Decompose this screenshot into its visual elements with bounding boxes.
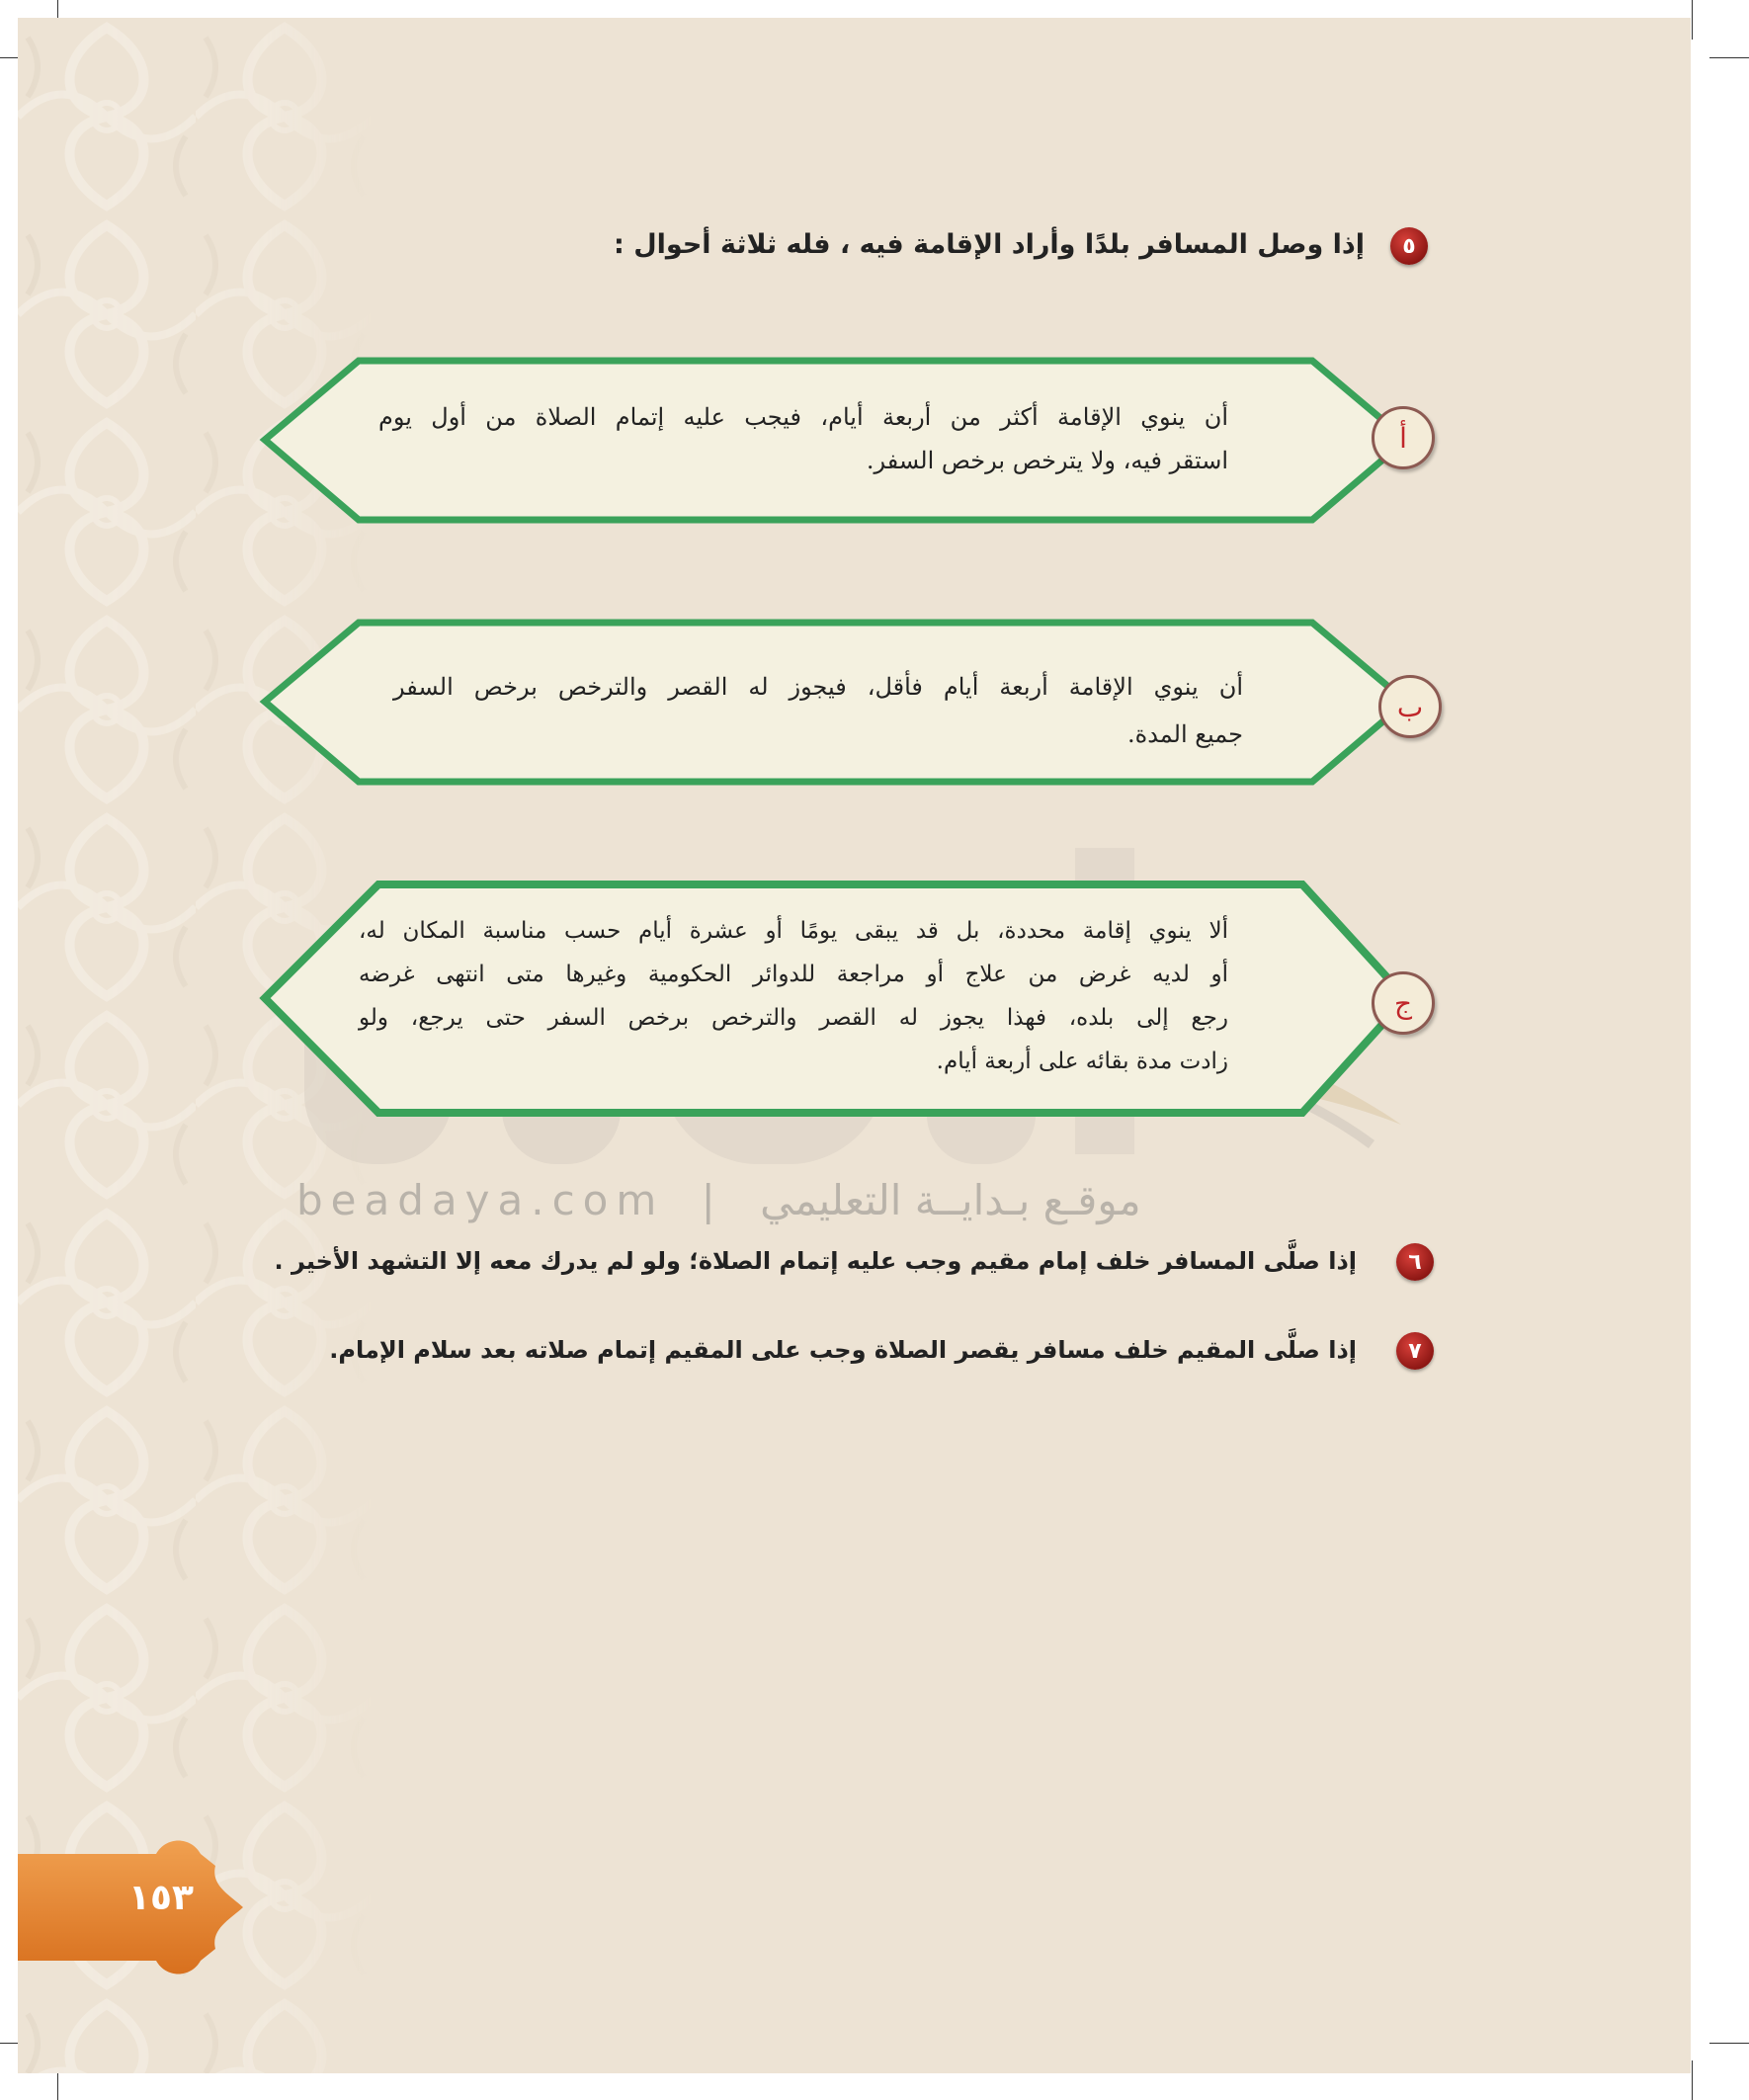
case-c-box [240,878,1436,1120]
case-b-line-2: جميع المدة. [1126,720,1243,748]
case-a-box [240,354,1436,527]
crop-mark [1692,0,1693,40]
case-c-text [359,909,1228,1083]
watermark-separator: | [701,1176,723,1224]
case-c-line-4: زادت مدة بقائه على أربعة أيام. [936,1049,1228,1074]
case-a-line-2: استقر فيه، ولا يترخص برخص السفر. [866,447,1228,474]
case-b-box [240,616,1436,789]
crop-mark [1709,57,1749,58]
textbook-page [18,18,1691,2073]
watermark-arabic: موقـع بـدايــة التعليمي [760,1176,1141,1224]
case-b-line-1: أن ينوي الإقامة أربعة أيام فأقل، فيجوز له القصر والترخص برخص السفر [393,673,1243,701]
section-5-heading: إذا وصل المسافر بلدًا وأراد الإقامة فيه ، فله ثلاثة أحوال : [614,229,1365,260]
case-c-letter: ج [1372,971,1435,1035]
section-7-badge: ٧ [1396,1332,1434,1370]
case-a-text [378,395,1228,482]
watermark-text [296,1176,1141,1224]
case-c-line-2: أو لديه غرض من علاج أو مراجعة للدوائر الحكومية وغيرها متى انتهى غرضه [359,962,1228,987]
case-b-text [393,663,1243,758]
case-a-line-1: أن ينوي الإقامة أكثر من أربعة أيام، فيجب عليه إتمام الصلاة من أول يوم [378,403,1228,431]
crop-mark [1709,2043,1749,2044]
page-number: ١٥٣ [128,1878,194,1918]
case-b-letter: ب [1378,675,1442,738]
case-c-line-1: ألا ينوي إقامة محددة، بل قد يبقى يومًا أو عشرة أيام حسب مناسبة المكان له، [359,918,1228,944]
case-a-letter: أ [1372,406,1435,469]
section-7-text: إذا صلَّى المقيم خلف مسافر يقصر الصلاة وجب على المقيم إتمام صلاته بعد سلام الإمام. [329,1336,1357,1364]
crop-mark [1692,2060,1693,2100]
watermark-site: beadaya.com [296,1176,665,1224]
section-5-badge: ٥ [1390,227,1428,265]
case-c-line-3: رجع إلى بلده، فهذا يجوز له القصر والترخص برخص السفر حتى يرجع، ولو [359,1005,1228,1031]
section-6-badge: ٦ [1396,1243,1434,1281]
section-6-text: إذا صلَّى المسافر خلف إمام مقيم وجب عليه إتمام الصلاة؛ ولو لم يدرك معه إلا التشهد الأخير . [274,1247,1357,1275]
